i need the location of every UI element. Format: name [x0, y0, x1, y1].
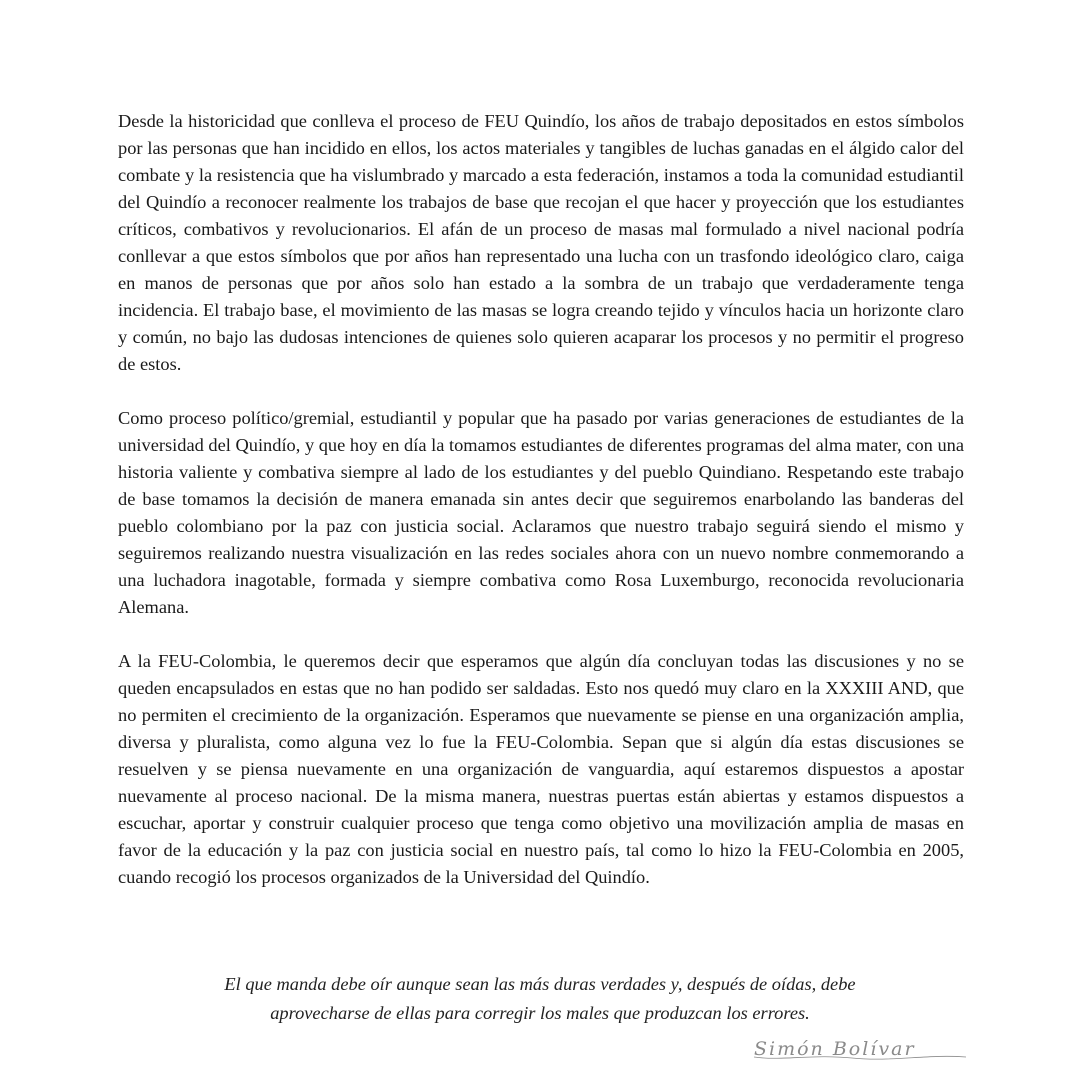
paragraph-political-process: Como proceso político/gremial, estudiantil y popular que ha pasado por varias generaciones de estudiantes de la universidad del Quindío, y que hoy en día la tomamos estudiantes de diferentes programas del alma mater, con una historia valiente y combativa siempre al lado de los estudiantes y del pueblo Quindiano. Respetando este trabajo de base tomamos la decisión de manera emanada sin antes decir que seguiremos enarbolando las banderas del pueblo colombiano por la paz con justicia social. Aclaramos que nuestro trabajo seguirá siendo el mismo y seguiremos realizando nuestra visualización en las redes sociales ahora con un nuevo nombre conmemorando a una luchadora inagotable, formada y siempre combativa como Rosa Luxemburgo, reconocida revolucionaria Alemana. — [118, 408, 965, 617]
document-body — [118, 108, 964, 918]
signature-graphic — [752, 1034, 968, 1064]
signature-text: Simón Bolívar — [754, 1038, 916, 1060]
author-signature — [752, 1034, 968, 1064]
closing-quote — [160, 970, 920, 1028]
quote-line-2: aprovecharse de ellas para corregir los males que produzcan los errores. — [270, 1003, 810, 1023]
quote-line-1: El que manda debe oír aunque sean las más duras verdades y, después de oídas, debe — [224, 974, 856, 994]
paragraph-historicity: Desde la historicidad que conlleva el proceso de FEU Quindío, los años de trabajo depositados en estos símbolos por las personas que han incidido en ellos, los actos materiales y tangibles de luchas ganadas en el álgido calor del combate y la resistencia que ha vislumbrado y marcado a esta federación, instamos a toda la comunidad estudiantil del Quindío a reconocer realmente los trabajos de base que recojan el que hacer y proyección que los estudiantes críticos, combativos y revolucionarios. El afán de un proceso de masas mal formulado a nivel nacional podría conllevar a que estos símbolos que por años han representado una lucha con un trasfondo ideológico claro, caiga en manos de personas que por años solo han estado a la sombra de un trabajo que verdaderamente tenga incidencia. El trabajo base, el movimiento de las masas se logra creando tejido y vínculos hacia un horizonte claro y común, no bajo las dudosas intenciones de quienes solo quieren acaparar los procesos y no permitir el progreso de estos. — [118, 111, 964, 374]
paragraph-feu-colombia: A la FEU-Colombia, le queremos decir que esperamos que algún día concluyan todas las discusiones y no se queden encapsulados en estas que no han podido ser saldadas. Esto nos quedó muy claro en la XXXIII AND, que no permiten el crecimiento de la organización. Esperamos que nuevamente se piense en una organización amplia, diversa y pluralista, como alguna vez lo fue la FEU-Colombia. Sepan que si algún día estas discusiones se resuelven y se piensa nuevamente en una organización de vanguardia, aquí estaremos dispuestos a apostar nuevamente al proceso nacional. De la misma manera, nuestras puertas están abiertas y estamos dispuestos a escuchar, aportar y construir cualquier proceso que tenga como objetivo una movilización amplia de masas en favor de la educación y la paz con justicia social en nuestro país, tal como lo hizo la FEU-Colombia en 2005, cuando recogió los procesos organizados de la Universidad del Quindío. — [118, 651, 964, 887]
